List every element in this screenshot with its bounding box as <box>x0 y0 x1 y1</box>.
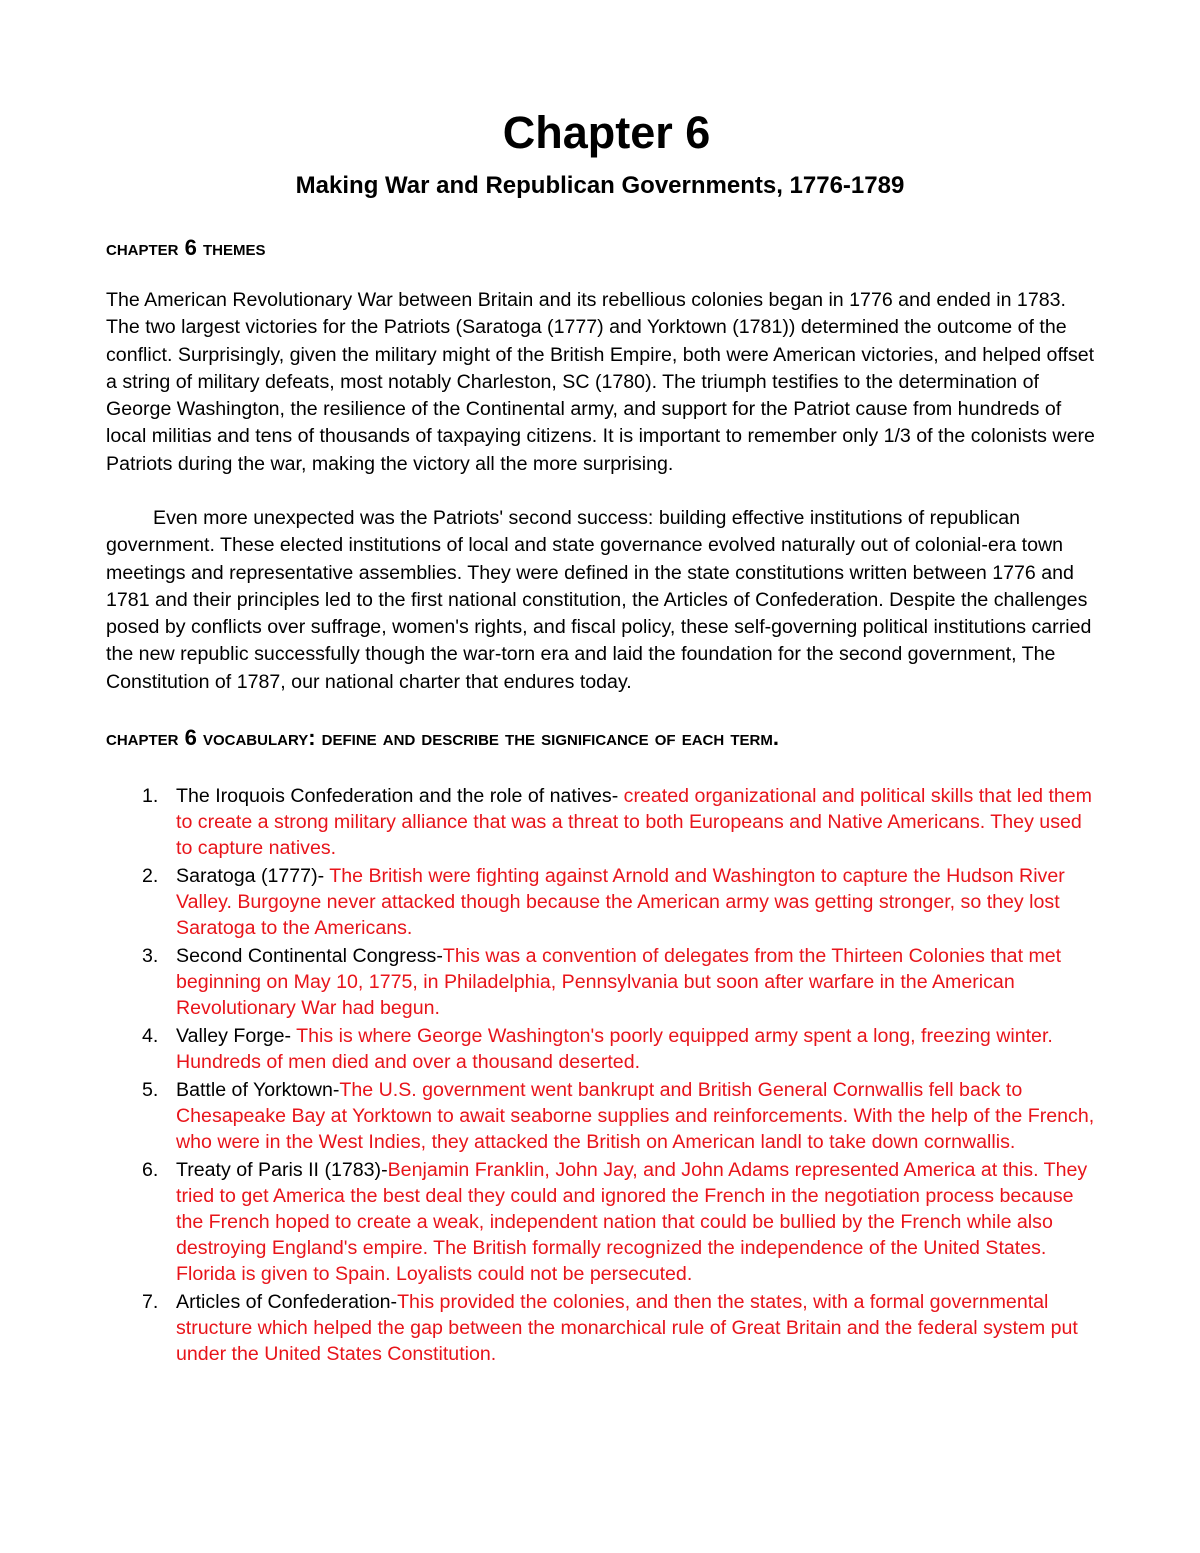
vocab-answer: This provided the colonies, and then the states, with a formal governmental structure which helped the gap between the monarchical rule of Great Britain and the federal system put under the United States Constitution. <box>176 1291 1078 1365</box>
vocab-answer: This is where George Washington's poorly equipped army spent a long, freezing winter. Hundreds of men died and over a thousand deserted. <box>176 1025 1053 1073</box>
list-item <box>106 943 1096 1021</box>
vocab-term: Valley Forge- <box>176 1025 297 1047</box>
vocab-answer: The U.S. government went bankrupt and British General Cornwallis fell back to Chesapeake Bay at Yorktown to await seaborne supplies and reinforcements. With the help of the French, who were in the West Indies, they attacked the British on American landl to take down cornwallis. <box>176 1079 1095 1153</box>
vocabulary-heading-text: chapter 6 vocabulary: define and describe the significance of each term. <box>106 725 779 750</box>
vocab-term: Treaty of Paris II (1783)- <box>176 1159 388 1181</box>
item-number: 3. <box>142 945 159 967</box>
themes-paragraph-2: Even more unexpected was the Patriots' second success: building effective institutions of republican government. These elected institutions of local and state governance evolved naturally out of colonial-era town meetings and representative assemblies. They were defined in the state constitutions written between 1776 and 1781 and their principles led to the first national constitution, the Articles of Confederation. Despite the challenges posed by conflicts over suffrage, women's rights, and fiscal policy, these self-governing political institutions carried the new republic successfully though the war-torn era and laid the foundation for the second government, The Constitution of 1787, our national charter that endures today. <box>106 507 1092 693</box>
item-number: 2. <box>142 865 159 887</box>
vocabulary-heading <box>106 723 779 753</box>
list-item <box>106 1023 1096 1075</box>
themes-paragraph-1: The American Revolutionary War between Britain and its rebellious colonies began in 1776 and ended in 1783. The two largest victories for the Patriots (Saratoga (1777) and Yorktown (1781)) determined the outcome of the conflict. Surprisingly, given the military might of the British Empire, both were American victories, and helped offset a string of military defeats, most notably Charleston, SC (1780). The triumph testifies to the determination of George Washington, the resilience of the Continental army, and support for the Patriot cause from hundreds of local militias and tens of thousands of taxpaying citizens. It is important to remember only 1/3 of the colonists were Patriots during the war, making the victory all the more surprising. <box>106 289 1095 475</box>
themes-heading-text: chapter 6 themes <box>106 235 266 260</box>
vocab-answer: The British were fighting against Arnold and Washington to capture the Hudson River Valley. Burgoyne never attacked though because the American army was getting stronger, so they lost Saratoga to the Americans. <box>176 865 1065 939</box>
item-number: 5. <box>142 1079 159 1101</box>
themes-heading <box>106 233 265 263</box>
item-number: 6. <box>142 1159 159 1181</box>
list-item <box>106 1289 1096 1367</box>
chapter-subtitle: Making War and Republican Governments, 1776-1789 <box>295 172 905 199</box>
vocabulary-list <box>106 783 1096 1369</box>
list-item <box>106 1157 1096 1287</box>
item-number: 1. <box>142 785 159 807</box>
list-item <box>106 863 1096 941</box>
vocab-answer: Benjamin Franklin, John Jay, and John Adams represented America at this. They tried to get America the best deal they could and ignored the French in the negotiation process because the French hoped to create a weak, independent nation that could be bullied by the French while also destroying England's empire. The British formally recognized the independence of the United States. Florida is given to Spain. Loyalists could not be persecuted. <box>176 1159 1088 1285</box>
chapter-title: Chapter 6 <box>502 107 711 158</box>
vocab-term: The Iroquois Confederation and the role of natives- <box>176 785 624 807</box>
vocab-term: Saratoga (1777)- <box>176 865 330 887</box>
item-number: 4. <box>142 1025 159 1047</box>
vocab-answer: created organizational and political skills that led them to create a strong military alliance that was a threat to both Europeans and Native Americans. They used to capture natives. <box>176 785 1093 859</box>
vocab-answer: This was a convention of delegates from the Thirteen Colonies that met beginning on May 10, 1775, in Philadelphia, Pennsylvania but soon after warfare in the American Revolutionary War had begun. <box>176 945 1062 1019</box>
list-item <box>106 783 1096 861</box>
list-item <box>106 1077 1096 1155</box>
item-number: 7. <box>142 1291 159 1313</box>
vocab-term: Battle of Yorktown- <box>176 1079 340 1101</box>
vocab-term: Articles of Confederation- <box>176 1291 398 1313</box>
vocab-term: Second Continental Congress- <box>176 945 443 967</box>
